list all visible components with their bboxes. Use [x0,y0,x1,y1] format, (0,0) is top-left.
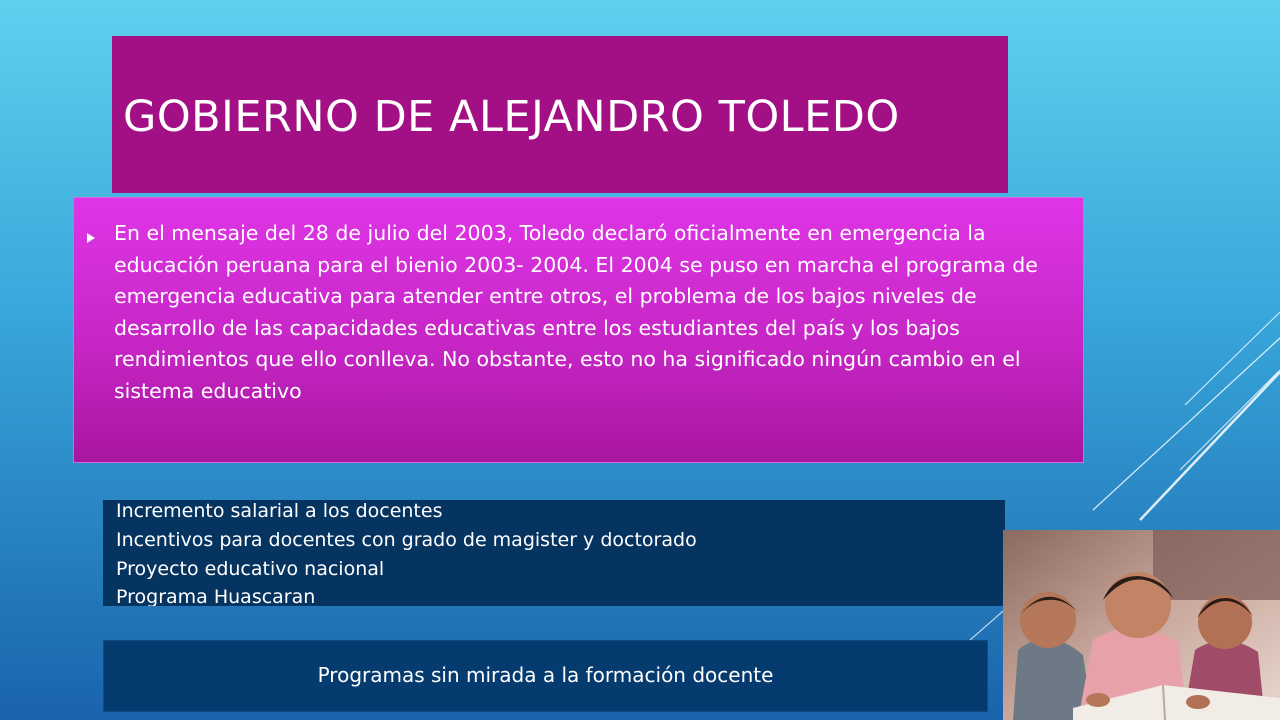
programs-list [103,500,1005,606]
children-reading-photo [1003,530,1280,720]
list-item: Incentivos para docentes con grado de magister y doctorado [116,529,697,551]
slide-title: GOBIERNO DE ALEJANDRO TOLEDO [123,92,900,142]
list-item: Incremento salarial a los docentes [116,500,443,522]
list-item: Programa Huascaran [116,586,316,606]
content-box [73,197,1084,463]
list-item: Proyecto educativo nacional [116,558,385,580]
note-text: Programas sin mirada a la formación docente [317,663,774,687]
note-box [103,640,988,712]
triangle-right-icon [87,233,95,243]
title-box [112,36,1008,193]
body-paragraph: En el mensaje del 28 de julio del 2003, Toledo declaró oficialmente en emergencia la educación peruana para el bienio 2003- 2004. El 2004 se puso en marcha el programa de emergencia educativa para atender entre otros, el problema de los bajos niveles de desarrollo de las capacidades educativas entre los estudiantes del país y los bajos rendimientos que ello conlleva. No obstante, esto no ha significado ningún cambio en el sistema educativo [114,221,1038,403]
